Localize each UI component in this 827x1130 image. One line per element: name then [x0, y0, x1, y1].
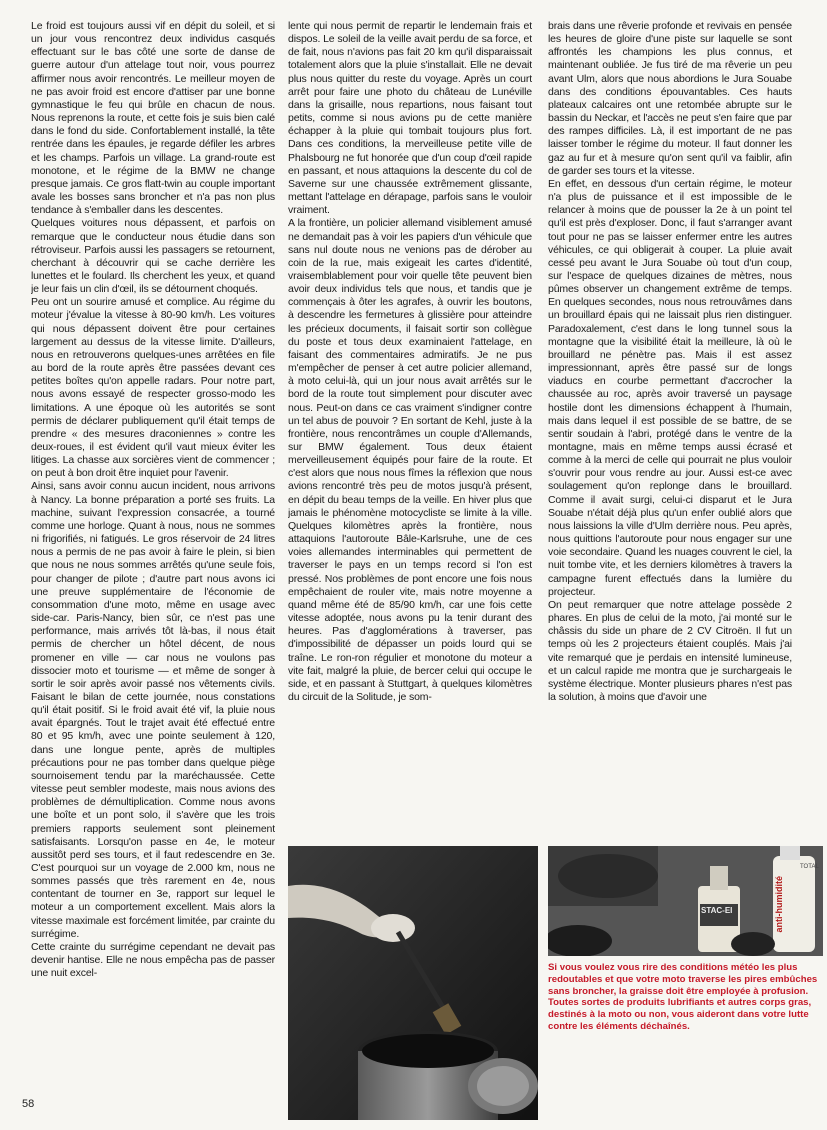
- paragraph: lente qui nous permit de repartir le lendemain frais et dispos. Le soleil de la veille avait perdu de sa force, et de fait, nous n'avions pas fait 20 km qu'il disparaissait totalement alors que la pluie s'installait. Elle ne devait plus nous quitter du reste du voyage. Après un court arrêt pour faire une photo du château de Lunéville dans la grisaille, nous repartions, nous faisant tout petits, comme si nous avions pu de cette manière échapper à la pluie qui tombait toujours plus fort. Dans ces conditions, la merveilleuse petite ville de Phalsbourg ne fut honorée que d'un coup d'œil rapide en passant, et nous attaquions la descente du col de Saverne sur une chaussée extrêmement glissante, mettant l'attelage en dérapage, parfois sans le vouloir vraiment.: [288, 20, 532, 217]
- paragraph: En effet, en dessous d'un certain régime, le moteur n'a plus de puissance et il est impossible de le relancer à moins que de pousser la 2e à un point tel qu'il est près d'exploser. Donc, il faut s'arranger avant tout pour ne pas se laisser enfermer entre les autres véhicules, ce qui obligerait à couper. La pluie avait cessé peu avant le Jura Souabe où tout d'un coup, sur l'espace de quelques dizaines de mètres, nous pûmes observer un changement extrême de temps. En quelques secondes, nous nous retrouvâmes dans un brouillard épais qui ne laissait plus rien distinguer. Paradoxalement, c'est dans le long tunnel sous la montagne que la visibilité était la meilleure, là où le brouillard ne pénètre pas. Mais il est assez impressionnant, après être passé sur de longs viaducs en courbe permettant d'accrocher la chaussée au roc, après avoir traversé un paysage hostile dont les dimensions échappent à l'humain, mais dans lequel il est possible de se battre, de se sentir soudain à l'abri, protégé dans le ventre de la montagne, mais en même temps aussi écrasé et comme à la merci de celle qui pourrait ne plus vouloir s'ouvrir pour vous rendre au jour. Aussi est-ce avec soulagement qu'on replonge dans le brouillard. Comme il avait surgi, celui-ci disparut et le Jura Souabe n'était déjà plus qu'un enfer oublié alors que nous laissions la ville d'Ulm derrière nous. Peu après, nous quittions l'autoroute pour nous engager sur une voie secondaire. Quand les nuages couvrent le ciel, la nuit tombe vite, et les derniers kilomètres à travers la campagne furent effectués dans la lumière du projecteur.: [548, 177, 792, 598]
- paragraph: Peu ont un sourire amusé et complice. Au régime du moteur j'évalue la vitesse à 80-90 km/h. Les voitures qui nous dépassent doivent être pour certaines largement au dessus de la vitesse limite. D'ailleurs, nous en retrouverons quelques-unes arrêtées en file au bord de la route après être passées devant ces petites boîtes qu'on appelle radars. Pour notre part, nous avons essayé de respecter grosso-modo les limitations. A une époque où les autorités se sont permis de déclarer publiquement qu'il était temps de prendre « des mesures draconiennes » contre les deux-roues, il est évident qu'il vaut mieux éviter les litiges. La chasse aux sorcières vient de commencer ; on peut à bon droit être inquiet pour l'avenir.: [31, 296, 275, 480]
- product-label-stac: STAC-EI: [701, 906, 733, 915]
- paragraph: Le froid est toujours aussi vif en dépit du soleil, et si un jour vous rencontrez deux individus casqués effectuant sur le bas côté une sorte de danse de guerre autour d'un attelage tout noir, vous pourrez affirmer nous avoir rencontrés. Le meilleur moyen de ne pas avoir froid est encore d'attiser par une bonne gymnastique le feu qui brûle en chacun de nous. Nous reprenons la route, et cette fois je suis bien calé dans le fond du side. Confortablement installé, la tête rentrée dans les épaules, je regarde défiler les arbres et les champs. Parfois un village. La grand-route est monotone, et le régime de la BMW ne change presque jamais. Ce gros flatt-twin au couple important avale les bosses sans broncher et n'a pas non plus tendance à s'emballer dans les descentes.: [31, 20, 275, 217]
- text-column-2: [288, 20, 532, 845]
- grease-tin-illustration: [288, 846, 538, 1120]
- paragraph: On peut remarquer que notre attelage possède 2 phares. En plus de celui de la moto, j'ai monté sur le châssis du side un phare de 2 CV Citroën. Il fut un temps où les 2 projecteurs étaient couplés. Mais j'ai vite remarqué que je perdais en intensité lumineuse, et un calcul rapide me montra que je surchargeais le système électrique. Monter plusieurs phares n'est pas la solution, à moins que d'avoir une: [548, 598, 792, 703]
- text-column-3: [548, 20, 792, 845]
- products-photo: [548, 846, 823, 956]
- photo-caption: Si vous voulez vous rire des conditions météo les plus redoutables et que votre moto traverse les pires embûches sans broncher, la graisse doit être employée à profusion. Toutes sortes de produits lubrifiants et autres corps gras, destinés à la moto ou non, vous aideront dans votre lutte contre les éléments déchaînés.: [548, 962, 818, 1032]
- paragraph: Cette crainte du surrégime cependant ne devait pas devenir hantise. Elle ne nous empêcha pas de passer une nuit excel-: [31, 940, 275, 980]
- text-column-1: [31, 20, 275, 1112]
- paragraph: A la frontière, un policier allemand visiblement amusé ne demandait pas à voir les papiers d'un véhicule que sans nul doute nous ne venions pas de dérober au coin de la rue, mais exigeait les cartes d'identité, vraisemblablement pour voir quelle tête peuvent bien avoir deux individus tels que nous, et tandis que je commençais à ôter les agrafes, à ouvrir les boutons, à descendre les fermetures à glissière pour atteindre les précieux documents, il faisait sortir son collègue du poste et tous deux examinaient l'attelage, en faisant des commentaires admiratifs. Je ne pus m'empêcher de penser à cet autre policier allemand, à moto celui-là, qui un jour nous avait arrêtés sur le bord de la route tout simplement pour discuter avec nous. Peut-on dans ce cas vraiment s'indigner contre un tel abus de pouvoir ? En sortant de Kehl, juste à la frontière, nous rencontrâmes un couple d'Allemands, sur BMW également. Tous deux étaient merveilleusement équipés pour faire de la route. Et c'est alors que nous nous fîmes la réflexion que nous avions rencontré très peu de motos jusqu'à présent, en dépit du beau temps de la veille. En hiver plus que jamais le phénomène motocycliste se limite à la ville. Quelques kilomètres après la frontière, nous attaquions l'autoroute Bâle-Karlsruhe, une de ces voies allemandes interminables qui permettent de traverser le pays en un temps record si l'on est pressé. Nos problèmes de pont encore une fois nous empêchaient de rouler vite, mais notre moyenne a quand même été de 85/90 km/h, car une fois cette vitesse adoptée, nous avons pu la tenir durant des heures. Pas d'agglomérations à traverser, pas d'impossibilité de dépasser un poids lourd qui se traîne. Le ron-ron régulier et monotone du moteur a vite fait, malgré la pluie, de bercer celui qui occupe le side, et en passant à Stuttgart, à quelques kilomètres du circuit de la Solitude, je som-: [288, 217, 532, 703]
- paragraph: Quelques voitures nous dépassent, et parfois on remarque que le conducteur nous étudie dans son rétroviseur. Parfois aussi les passagers se retournent, cherchant à découvrir qui se cache derrière les lunettes et le foulard. Ils cherchent les yeux, et quand je leur fais un clin d'œil, ils se détournent choqués.: [31, 217, 275, 296]
- product-label-anti-humidite: anti-humidité: [774, 876, 784, 933]
- paragraph: Ainsi, sans avoir connu aucun incident, nous arrivons à Nancy. La bonne préparation a porté ses fruits. La machine, suivant l'expression consacrée, a tourné comme une horloge. Quant à nous, nous ne sommes ni frigorifiés, ni fatigués. Le gros réservoir de 24 litres nous a permis de ne pas avoir à faire le plein, si bien que nous ne nous sommes arrêtés qu'une seule fois, pour changer de pilote ; d'autre part nous avons ici une preuve supplémentaire de l'économie de consommation d'une moto, même en usage avec side-car. Paris-Nancy, bien sûr, ce n'est pas une performance, mais arrivés tôt là-bas, il nous était permis de chercher un hôtel décent, de nous promener en ville — car nous ne voulons pas dissocier moto et tourisme — et même de songer à sortir le soir après avoir passé nos vêtements civils. Faisant le bilan de cette journée, nous constations qu'il était positif. Si le froid avait été vif, la pluie nous avait épargnés. Tout le trajet avait été effectué entre 80 et 95 km/h, avec une pointe seulement à 120, dans une longue pente, après de multiples précautions pour ne pas tomber dans quelque piège sournoisement tendu par la maréchaussée. Cette vitesse peut sembler modeste, mais nous avions des problèmes de démultiplication. Comme nous avons une boîte et un pont solo, il s'avère que les trois premiers rapports seulement sont pleinement satisfaisants. Lorsqu'on passe en 4e, le moteur aussitôt perd ses tours, et il faut redescendre en 3e. C'est pourquoi sur un voyage de 2.000 km, nous ne sommes passés que très rarement en 4e, nous contentant de tourner en 3e, rapport sur lequel le moteur a un comportement excellent. Mais alors la vitesse maximale est forcément limitée, par crainte du surrégime.: [31, 480, 275, 940]
- page-number: 58: [22, 1098, 35, 1110]
- paragraph: brais dans une rêverie profonde et revivais en pensée les heures de gloire d'une piste sur laquelle se sont affrontés les champions les plus connus, et maintenant oubliée. Je fus tiré de ma rêverie un peu avant Ulm, alors que nous abordions le Jura Souabe dans des conditions épouvantables. Ces hauts plateaux calcaires ont une retombée abrupte sur le bassin du Neckar, et l'accès ne peut s'en faire que par des rampes difficiles. Là, il est important de ne pas laisser tomber le régime du moteur. Il faut donner les gaz au fur et à mesure qu'on sent qu'il va faiblir, afin de garder ses tours et la vitesse.: [548, 20, 792, 177]
- product-label-total: TOTAL: [800, 864, 819, 870]
- greasing-photo: [288, 846, 538, 1120]
